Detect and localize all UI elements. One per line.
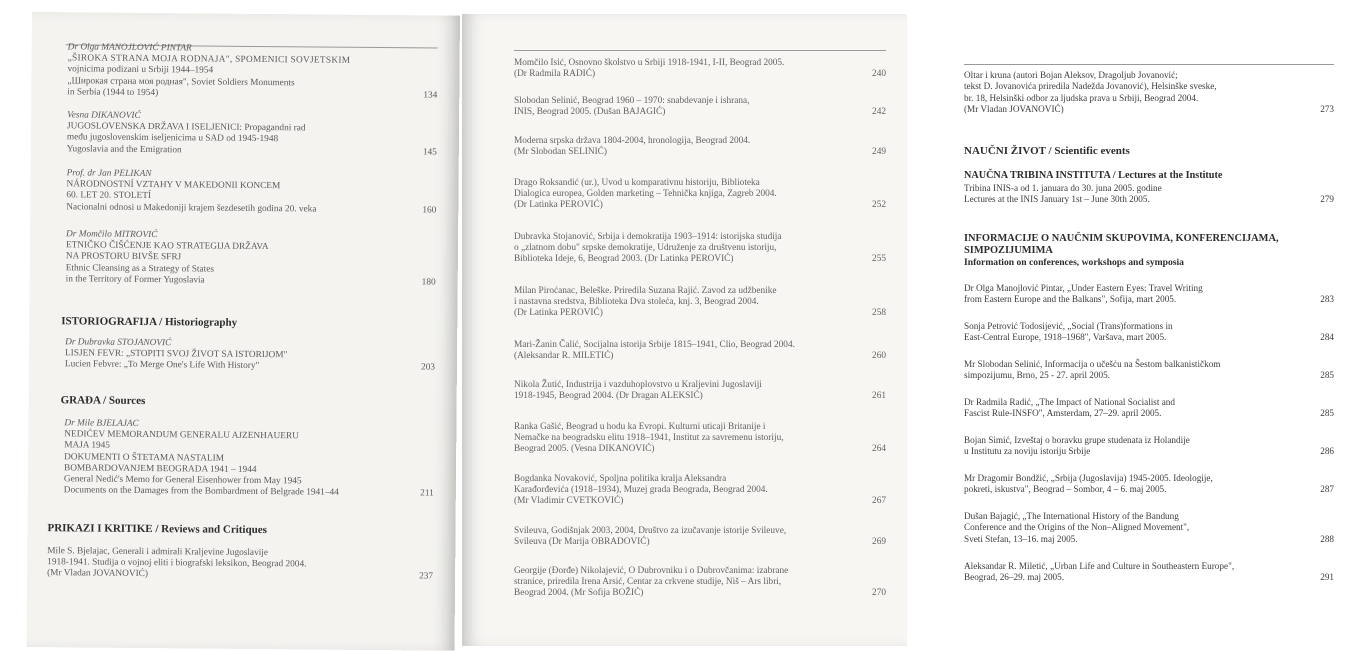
entry-line: Dr Olga Manojlović Pintar, „Under Eastern Eyes: Travel Writing <box>964 283 1203 293</box>
middle-book-page <box>462 14 907 646</box>
entry-author: Dr Momčilo MITROVIĆ <box>66 229 158 241</box>
toc-entry <box>514 96 886 118</box>
toc-entry <box>514 474 886 508</box>
section-heading: NAUČNI ŽIVOT / Scientific events <box>964 145 1130 157</box>
entry-line: Nacionalni odnosi u Makedoniji krajem šezdesetih godina 20. veka <box>66 201 317 215</box>
entry-author: Vesna DIKANOVIĆ <box>67 110 141 121</box>
entry-line: u Institutu za noviju istoriju Srbije <box>964 446 1091 457</box>
page-number: 261 <box>872 391 886 402</box>
entry-line: Svileuva (Dr Marija OBRADOVIĆ) <box>514 537 650 548</box>
entry-line: Ethnic Cleansing as a Strategy of States <box>65 262 215 275</box>
entry-line: Oltar i kruna (autori Bojan Aleksov, Dragoljub Jovanović; <box>964 70 1178 80</box>
page-number: 134 <box>423 90 438 101</box>
section-subheading: Information on conferences, workshops and symposia <box>964 257 1184 268</box>
entry-line: br. 18, Helsinški odbor za ljudska prava u Srbiji, Beograd 2004. <box>964 92 1199 103</box>
toc-entry <box>514 340 886 362</box>
toc-entry <box>514 178 886 212</box>
entry-line: Conference and the Origins of the Non–Aligned Movement", <box>964 522 1190 533</box>
entry-line: (Mr Vladan JOVANOVIĆ) <box>964 104 1064 115</box>
entry-line: Fascist Rule-INSFO", Amsterdam, 27–29. april 2005. <box>964 408 1162 419</box>
entry-line: (Aleksandar R. MILETIĆ) <box>514 351 614 362</box>
entry-line: Documents on the Damages from the Bombardment of Belgrade 1941–44 <box>63 485 339 498</box>
entry-line: MAJA 1945 <box>64 440 110 452</box>
page-number: 260 <box>872 351 886 362</box>
entry-line: (Mr Vladimir CVETKOVIĆ) <box>514 496 624 507</box>
entry-line: Svileuva, Godišnjak 2003, 2004, Društvo za izučavanje istorije Svileuve, <box>514 526 787 536</box>
entry-line: 60. LET 20. STOLETÍ <box>66 190 152 202</box>
entry-line: JUGOSLOVENSKA DRŽAVA I ISELJENICI: Propagandni rad <box>66 121 306 134</box>
entry-line: Mr Slobodan Selinić, Informacija o učešću na Šestom balkanističkom <box>964 359 1221 369</box>
entry-author: Prof. dr Jan PELIKAN <box>66 168 152 180</box>
entry-line: Beograd 2004. (Mr Sofija BOŽIĆ) <box>514 588 644 599</box>
entry-line: Tribina INIS-a od 1. januara do 30. juna 2005. godine <box>964 183 1162 193</box>
page-number: 258 <box>872 308 886 319</box>
toc-entry <box>514 232 886 266</box>
toc-entry <box>514 566 886 600</box>
toc-entry <box>964 70 1334 116</box>
entry-author: Dr Olga MANOJLOVIĆ PINTAR <box>67 42 192 54</box>
page-number: 180 <box>421 277 436 288</box>
entry-line: Dialogica europea, Golden marketing – Tehnička knjiga, Zagreb 2004. <box>514 189 777 200</box>
toc-entry <box>964 183 1334 206</box>
entry-line: Dušan Bajagić, „The International History of the Bandung <box>964 511 1179 521</box>
entry-line: Lucien Febvre: „To Merge One's Life With History" <box>64 359 260 372</box>
entry-author: Dr Mile BJELAJAC <box>64 418 139 429</box>
entry-line: Karađorđevića (1918–1934), Muzej grada Beograda, Beograd 2004. <box>514 485 768 496</box>
toc-entry <box>514 58 886 80</box>
page-number: 286 <box>1320 446 1334 457</box>
page-number: 270 <box>872 588 886 599</box>
page-number: 237 <box>419 571 434 582</box>
entry-line: Bojan Simić, Izveštaj o boravku grupe studenata iz Holandije <box>964 435 1190 445</box>
entry-line: Yugoslavia and the Emigration <box>66 143 182 155</box>
page-number: 273 <box>1320 104 1334 115</box>
toc-entry <box>514 380 886 402</box>
toc-entry <box>514 286 886 320</box>
right-book-page <box>934 20 1344 625</box>
page-number: 203 <box>420 362 435 373</box>
entry-line: (Dr Latinka PEROVIĆ) <box>514 200 603 211</box>
entry-line: (Dr Latinka PEROVIĆ) <box>514 308 603 319</box>
entry-line: simpozijumu, Brno, 25 - 27. april 2005. <box>964 370 1110 381</box>
entry-line: BOMBARDOVANJEM BEOGRADA 1941 – 1944 <box>63 463 257 475</box>
entry-line: o „zlatnom dobu" srpske demokratije, Udruženje za društvenu istoriju, <box>514 243 777 254</box>
toc-entry <box>47 546 433 583</box>
entry-line: LISJEN FEVR: „STOPITI SVOJ ŽIVOT SA ISTORIJOM" <box>64 348 288 361</box>
entry-line: (Dr Radmila RADIĆ) <box>514 69 596 80</box>
toc-entry <box>964 359 1334 382</box>
left-book-page <box>26 12 460 651</box>
entry-line: „Широкая страна моя родная", Soviet Soldiers Monuments <box>67 75 295 88</box>
entry-line: Drago Roksandić (ur.), Uvod u komparativnu historiju, Biblioteka <box>514 178 760 188</box>
entry-line: Milan Piroćanac, Beleške. Priredila Suzana Rajić. Zavod za udžbenike <box>514 286 777 296</box>
entry-line: (Mr Vladan JOVANOVIĆ) <box>47 568 149 580</box>
entry-line: East-Central Europe, 1918–1968", Varšava, mart 2005. <box>964 332 1167 343</box>
toc-entry <box>964 283 1334 306</box>
toc-entry <box>514 136 886 158</box>
section-heading: GRAĐA / Sources <box>60 394 146 408</box>
entry-line: Slobodan Selinić, Beograd 1960 – 1970: snabdevanje i ishrana, <box>514 96 750 106</box>
entry-line: Mile S. Bjelajac, Generali i admirali Kraljevine Jugoslavije <box>47 546 269 559</box>
toc-entry <box>964 435 1334 458</box>
toc-entry <box>964 511 1334 545</box>
entry-line: stranice, priredila Irena Arsić, Centar za crkvene studije, Niš – Ars libri, <box>514 577 782 588</box>
entry-line: Biblioteka Ideje, 6, Beograd 2003. (Dr Latinka PEROVIĆ) <box>514 254 734 265</box>
entry-line: među jugoslovenskim iseljenicima u SAD od 1945-1948 <box>66 132 279 145</box>
entry-line: Bogdanka Novaković, Spoljna politika kralja Aleksandra <box>514 474 727 484</box>
entry-line: i nastavna sredstva, Biblioteka Dva stoleća, knj. 3, Beograd 2004. <box>514 297 759 308</box>
entry-line: Ranka Gašić, Beograd u hodu ka Evropi. Kulturni uticaji Britanije i <box>514 422 766 432</box>
entry-line: 1918-1945, Beograd 2004. (Dr Dragan ALEKSIĆ) <box>514 391 703 402</box>
toc-entry <box>964 473 1334 496</box>
entry-line: General Nedić's Memo for General Eisenhower from May 1945 <box>63 474 302 487</box>
page-number: 242 <box>872 107 886 118</box>
page-number: 285 <box>1320 408 1334 419</box>
page-number: 255 <box>872 254 886 265</box>
entry-line: Beograd 2005. (Vesna DIKANOVIĆ) <box>514 444 655 455</box>
entry-line: INIS, Beograd 2005. (Dušan BAJAGIĆ) <box>514 107 666 118</box>
entry-line: Sveti Stefan, 13–16. maj 2005. <box>964 533 1078 544</box>
page-number: 249 <box>872 147 886 158</box>
entry-line: in the Territory of Former Yugoslavia <box>65 274 205 286</box>
page-number: 283 <box>1320 294 1334 305</box>
toc-entry <box>514 422 886 456</box>
toc-entry <box>66 168 436 216</box>
entry-line: Mr Dragomir Bondžić, „Srbija (Jugoslavija) 1945-2005. Ideologije, <box>964 473 1213 483</box>
entry-line: NEDIĆEV MEMORANDUM GENERALU AJZENHAUERU <box>64 429 299 442</box>
page-number: 252 <box>872 200 886 211</box>
section-heading-line: INFORMACIJE O NAUČNIM SKUPOVIMA, KONFERENCIJAMA, <box>964 233 1279 244</box>
section-heading: PRIKAZI I KRITIKE / Reviews and Critiques <box>47 522 267 537</box>
entry-line: NÁRODNOSTNÍ VZTAHY V MAKEDONII KONCEM <box>66 179 281 192</box>
page-number: 240 <box>872 69 886 80</box>
page-number: 279 <box>1320 194 1334 205</box>
toc-entry <box>65 337 435 374</box>
entry-line: Momčilo Isić, Osnovno školstvo u Srbiji 1918-1941, I-II, Beograd 2005. <box>514 58 785 68</box>
page-number: 267 <box>872 496 886 507</box>
page-number: 284 <box>1320 332 1334 343</box>
entry-line: from Eastern Europe and the Balkans", Sofija, mart 2005. <box>964 294 1177 305</box>
entry-line: Moderna srpska država 1804-2004, hronologija, Beograd 2004. <box>514 136 751 146</box>
entry-line: vojnicima podizani u Srbiji 1944–1954 <box>67 64 214 76</box>
entry-author: Dr Dubravka STOJANOVIĆ <box>65 337 172 349</box>
toc-entry <box>67 42 437 101</box>
entry-line: Beograd, 26–29. maj 2005. <box>964 572 1065 583</box>
toc-entry <box>67 110 437 158</box>
page-number: 160 <box>422 205 437 216</box>
entry-line: Georgije (Đorđe) Nikolajević, O Dubrovniku i o Dubrovčanima: izabrane <box>514 566 789 576</box>
header-rule <box>514 50 886 51</box>
toc-entry <box>964 561 1334 584</box>
entry-line: pokreti, iskustva", Beograd – Sombor, 4 – 6. maj 2005. <box>964 484 1167 495</box>
toc-entry <box>514 526 886 548</box>
toc-entry <box>64 418 435 500</box>
section-heading <box>964 233 1279 269</box>
entry-line: (Mr Slobodan SELINIĆ) <box>514 147 607 158</box>
entry-line: Aleksandar R. Miletić, „Urban Life and Culture in Southeastern Europe", <box>964 561 1235 571</box>
subsection-heading: NAUČNA TRIBINA INSTITUTA / Lectures at the Institute <box>964 170 1223 181</box>
page-number: 291 <box>1320 572 1334 583</box>
entry-line: „ŠIROKA STRANA MOJA RODNAJA", SPOMENICI SOVJETSKIM <box>67 53 351 66</box>
entry-line: NA PROSTORU BIVŠE SFRJ <box>65 251 182 263</box>
entry-line: Nikola Žutić, Industrija i vazduhoplovstvo u Kraljevini Jugoslaviji <box>514 380 762 390</box>
section-heading: ISTORIOGRAFIJA / Historiography <box>61 315 238 329</box>
entry-line: tekst D. Jovanovića priredila Nadežda Jovanović), Helsinške sveske, <box>964 81 1217 92</box>
entry-line: in Serbia (1944 to 1954) <box>67 87 159 98</box>
page-number: 269 <box>872 537 886 548</box>
entry-line: Sonja Petrović Todosijević, „Social (Trans)formations in <box>964 321 1173 331</box>
section-heading-line: SIMPOZIJUMIMA <box>964 245 1053 256</box>
page-number: 145 <box>422 147 437 158</box>
page-number: 264 <box>872 444 886 455</box>
entry-line: ETNIČKO ČIŠĆENJE KAO STRATEGIJA DRŽAVA <box>65 240 269 253</box>
header-rule <box>964 64 1334 65</box>
entry-line: DOKUMENTI O ŠTETAMA NASTALIM <box>64 451 225 464</box>
toc-entry <box>964 321 1334 344</box>
entry-line: Nemačke na beogradsku elitu 1918–1941, Institut za savremenu istoriju, <box>514 433 784 444</box>
entry-line: Mari-Žanin Čalić, Socijalna istorija Srbije 1815–1941, Clio, Beograd 2004. <box>514 340 795 350</box>
toc-entry <box>964 397 1334 420</box>
entry-line: 1918-1941. Studija o vojnoj eliti i biografski leksikon, Beograd 2004. <box>47 557 307 570</box>
page-number: 211 <box>420 488 434 499</box>
entry-line: Dr Radmila Radić, „The Impact of National Socialist and <box>964 397 1175 407</box>
page-number: 287 <box>1320 484 1334 495</box>
entry-line: Dubravka Stojanović, Srbija i demokratija 1903–1914: istorijska studija <box>514 232 782 242</box>
toc-entry <box>66 229 436 288</box>
entry-line: Lectures at the INIS January 1st – June 30th 2005. <box>964 194 1150 205</box>
page-number: 288 <box>1320 533 1334 544</box>
page-number: 285 <box>1320 370 1334 381</box>
